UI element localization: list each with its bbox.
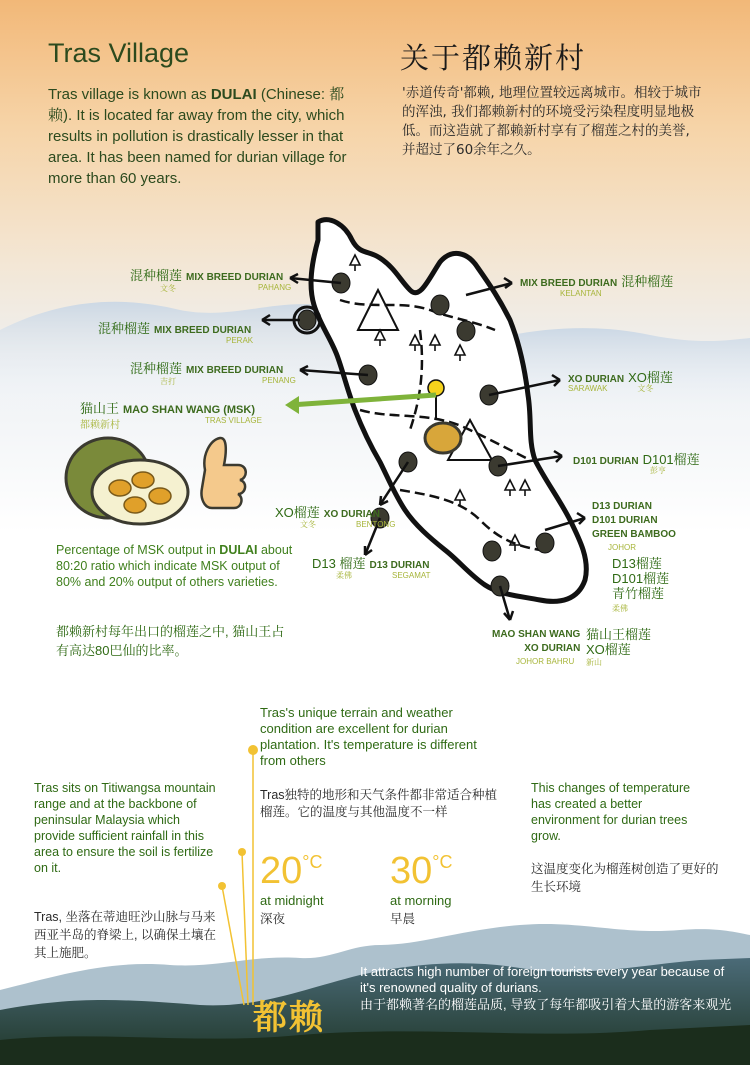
temp-morning xyxy=(390,850,452,927)
temp-morning-value: 30 xyxy=(390,850,433,892)
temp-midnight-unit: °C xyxy=(302,852,323,872)
temp-midnight-label-en: at midnight xyxy=(260,893,324,908)
dulai-brand-title: 都赖 xyxy=(253,998,325,1038)
temp-morning-unit: °C xyxy=(432,852,453,872)
label-msk-sub-en: TRAS VILLAGE xyxy=(205,416,262,425)
label-johor-group-sub: JOHOR xyxy=(608,543,636,552)
label-d13-durian: D13 榴莲 D13 DURIAN xyxy=(312,556,430,571)
temp-midnight-label-cn: 深夜 xyxy=(260,912,286,926)
thumbs-up-illustration xyxy=(201,438,245,508)
label-mix-breed-penang-sub: 吉打 xyxy=(160,377,176,386)
label-d13-durian-sub: 柔佛 SEGAMAT xyxy=(336,571,431,580)
label-mix-breed-kelantan: MIX BREED DURIAN 混种榴莲 xyxy=(520,274,674,289)
label-mix-breed-kelantan-sub: KELANTAN xyxy=(560,289,602,298)
label-mao-shan-wang-johor-cn: 猫山王榴莲 XO榴莲 xyxy=(586,627,652,657)
msk-output-text-cn: 都赖新村每年出口的榴莲之中, 猫山王占有高达80巴仙的比率。 xyxy=(56,624,285,658)
label-mao-shan-wang-msk: 猫山王 MAO SHAN WANG (MSK) xyxy=(80,401,256,416)
temp-midnight-value: 20 xyxy=(260,850,303,892)
temp-morning-label-en: at morning xyxy=(390,893,452,908)
terrain-text-cn: Tras独特的地形和天气条件都非常适合种植榴莲。它的温度与其他温度不一样 xyxy=(260,788,498,819)
intro-text-cn: '赤道传奇'都赖, 地理位置较远离城市。相较于城市的浑浊, 我们都赖新村的环境受污染程度明显地极低。而这造就了都赖新村享有了榴莲之村的美誉, 并超过了60余年之久。 xyxy=(402,85,702,158)
titiwangsa-text-cn: Tras, 坐落在蒂迪旺沙山脉与马来西亚半岛的脊梁上, 以确保土壤在其上施肥。 xyxy=(34,910,216,960)
label-xo-durian-bentong-sub: 文冬 BENTONG xyxy=(300,520,396,529)
page-title-cn: 关于都赖新村 xyxy=(400,41,587,75)
temperature-change-text-en: This changes of temperature has created a better environment for durian trees grow. xyxy=(531,781,691,843)
label-mix-breed-pahang-sub: 文冬 xyxy=(160,284,176,293)
label-mix-breed-perak: 混种榴莲 MIX BREED DURIAN xyxy=(98,321,252,336)
label-mao-shan-wang-johor-sub: JOHOR BAHRU xyxy=(516,657,575,666)
msk-output-text-en: Percentage of MSK output in DULAI about 80:20 ratio which indicate MSK output of 80% and 20% output of others varieties. xyxy=(56,543,293,589)
temperature-change-text-cn: 这温度变化为榴莲树创造了更好的生长环境 xyxy=(531,862,719,894)
page-title-en: Tras Village xyxy=(48,38,190,68)
titiwangsa-text-en: Tras sits on Titiwangsa mountain range and at the backbone of peninsular Malaysia which provide sufficient rainfall in this area to ensure the soil is fertilize on it. xyxy=(34,781,216,875)
label-mao-shan-wang-johor-sub-cn: 新山 xyxy=(586,658,602,667)
label-xo-durian-bentong: XO榴莲 XO DURIAN xyxy=(275,505,380,520)
terrain-text-en: Tras's unique terrain and weather condition are excellent for durian plantation. It's temperature is different from others xyxy=(260,705,477,768)
label-mao-shan-wang-johor-en: MAO SHAN WANG XO DURIAN xyxy=(492,629,581,654)
label-mix-breed-pahang: 混种榴莲 MIX BREED DURIAN xyxy=(130,268,284,283)
label-mix-breed-pahang-sub-en: PAHANG xyxy=(258,283,292,292)
label-xo-durian-east: XO DURIAN XO榴莲 xyxy=(568,370,673,385)
label-mix-breed-penang-sub-en: PENANG xyxy=(262,376,296,385)
label-d101-durian-sub: 彭亨 xyxy=(650,466,666,475)
label-johor-group-cn: D13榴莲 D101榴莲 青竹榴莲 xyxy=(612,556,670,601)
tourists-text-cn: 由于都赖著名的榴莲品质, 导致了每年都吸引着大量的游客来观光 xyxy=(360,997,732,1012)
temp-morning-label-cn: 早晨 xyxy=(390,912,416,926)
label-mix-breed-perak-sub: PERAK xyxy=(226,336,254,345)
label-mix-breed-penang: 混种榴莲 MIX BREED DURIAN xyxy=(130,361,284,376)
intro-text-en: Tras village is known as DULAI (Chinese: 都赖). It is located far away from the city, which results in pollution is drastically lesser in that area. It has been named for durian village for more than 60 years. xyxy=(48,86,347,187)
label-msk-sub-cn: 都赖新村 xyxy=(80,420,120,431)
label-johor-group-sub-cn: 柔佛 xyxy=(612,604,628,613)
label-d101-durian: D101 DURIAN D101榴莲 xyxy=(573,452,700,467)
durian-fruit-illustration xyxy=(66,438,188,524)
tourists-text-en: It attracts high number of foreign tourists every year because of it's renowned quality of durians. xyxy=(360,964,725,995)
label-johor-group-en: D13 DURIAN D101 DURIAN GREEN BAMBOO xyxy=(592,501,676,540)
temp-midnight xyxy=(260,850,324,927)
label-xo-durian-east-sub: SARAWAK 文冬 xyxy=(568,384,654,393)
